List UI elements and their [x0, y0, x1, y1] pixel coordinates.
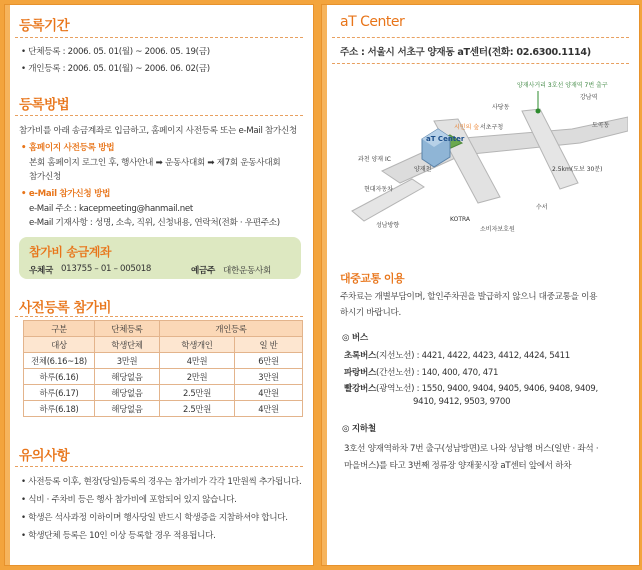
account-number: 013755 – 01 – 005018 — [61, 264, 152, 274]
bus-routes: : 140, 400, 470, 471 — [414, 368, 499, 378]
email-method-title: • e-Mail 참가신청 방법 — [21, 189, 111, 199]
map-label-seongnam: 성남방향 — [376, 222, 400, 229]
map-label-forest-park: 시민의 숲 — [454, 124, 480, 131]
account-bank: 우체국 — [29, 266, 54, 276]
fee-cell: 4만원 — [160, 353, 235, 369]
account-holder: 대한운동사회 — [223, 266, 272, 276]
location-map — [342, 79, 628, 239]
divider — [332, 37, 629, 38]
map-label-suseo: 수서 — [536, 204, 548, 211]
bus-icon: ◎ — [342, 333, 352, 343]
fee-cell: 하루(6.16) — [24, 369, 95, 385]
fee-cell: 6만원 — [235, 353, 303, 369]
fee-cell: 3만원 — [235, 369, 303, 385]
fee-header-cell: 학생개인 — [160, 337, 235, 353]
bus-row — [344, 349, 570, 361]
bus-heading — [342, 331, 368, 343]
fee-row — [24, 369, 303, 385]
divider — [332, 63, 629, 64]
map-label-dogok: 도곡동 — [592, 122, 610, 129]
fee-cell: 2.5만원 — [160, 385, 235, 401]
fee-title: 사전등록 참가비 — [19, 300, 111, 316]
divider — [15, 115, 303, 116]
bus-type: (간선노선) — [376, 368, 415, 378]
account-box — [19, 237, 301, 279]
map-label-seocho: 서초구청 — [480, 124, 504, 131]
method-title: 등록방법 — [19, 97, 70, 113]
map-label-consumer: 소비자보호원 — [480, 226, 515, 233]
location-panel — [321, 4, 640, 566]
fee-header-cell: 학생단체 — [95, 337, 160, 353]
transit-intro: 하시기 바랍니다. — [340, 308, 401, 318]
fee-header-cell: 개인등록 — [160, 321, 303, 337]
fee-cell: 하루(6.17) — [24, 385, 95, 401]
fee-header-row — [24, 321, 303, 337]
subway-directions: 3호선 양재역하차 7번 출구(성남방면)로 나와 성남행 버스(일반 · 좌석 · — [344, 444, 599, 454]
divider — [15, 316, 303, 317]
fee-row — [24, 353, 303, 369]
bus-routes-continued: 9410, 9412, 9503, 9700 — [413, 397, 511, 407]
map-label-sadang: 사당동 — [492, 104, 510, 111]
note-item: • 사전등록 이후, 현장(당일)등록의 경우는 참가비가 각각 1만원씩 추가됩니다. — [21, 477, 302, 487]
fee-header-cell: 구분 — [24, 321, 95, 337]
period-title: 등록기간 — [19, 18, 70, 34]
fee-row — [24, 385, 303, 401]
map-label-station: 양재사거리 3호선 양재역 7번 출구 — [517, 82, 608, 89]
bus-label: 초록버스 — [344, 351, 377, 361]
fee-table — [23, 320, 303, 417]
bus-routes: : 4421, 4422, 4423, 4412, 4424, 5411 — [414, 351, 570, 361]
bus-row — [344, 382, 598, 394]
bus-heading-label: 버스 — [351, 333, 368, 343]
fee-cell: 해당없음 — [95, 401, 160, 417]
map-label-gangnam: 강남역 — [580, 94, 598, 101]
map-label-kotra: KOTRA — [450, 216, 471, 223]
subway-heading-label: 지하철 — [351, 424, 376, 434]
homepage-method-line: 참가신청 — [29, 172, 62, 182]
fee-row — [24, 401, 303, 417]
map-label-hyundai: 현대자동차 — [364, 186, 393, 193]
panel-stripe — [322, 5, 327, 565]
divider — [15, 466, 303, 467]
fee-header-cell: 일 반 — [235, 337, 303, 353]
map-road — [522, 109, 578, 189]
homepage-method-line: 본회 홈페이지 로그인 후, 행사안내 ➡ 운동사대회 ➡ 제7회 운동사대회 — [29, 158, 281, 168]
fee-cell: 해당없음 — [95, 385, 160, 401]
bus-row — [344, 366, 498, 378]
homepage-method-title: • 홈페이지 사전등록 방법 — [21, 143, 115, 153]
note-item: • 학생은 석사과정 이하이며 행사당일 반드시 학생증을 지참하셔야 합니다. — [21, 513, 288, 523]
bus-routes: : 1550, 9400, 9404, 9405, 9406, 9408, 9409, — [414, 384, 598, 394]
note-item: • 식비 · 주차비 등은 행사 참가비에 포함되어 있지 않습니다. — [21, 495, 237, 505]
bus-label: 빨강버스 — [344, 384, 377, 394]
venue-address: 주소 : 서울시 서초구 양재동 aT센터(전화: 02.6300.1114) — [340, 47, 591, 58]
subway-icon: ◎ — [342, 424, 352, 434]
notes-title: 유의사항 — [19, 448, 70, 464]
fee-header-cell: 대상 — [24, 337, 95, 353]
transit-title: 대중교통 이용 — [340, 272, 405, 285]
subway-directions: 마을버스)를 타고 3번째 정류장 양재꽃시장 aT센터 앞에서 하차 — [344, 461, 572, 471]
email-address: e-Mail 주소 : kacepmeeting@hanmail.net — [29, 204, 193, 214]
fee-cell: 2.5만원 — [160, 401, 235, 417]
registration-panel — [4, 4, 314, 566]
fee-cell: 해당없음 — [95, 369, 160, 385]
account-title: 참가비 송금계좌 — [29, 245, 112, 259]
map-label-building: aT Center — [426, 135, 465, 143]
bus-type: (지선노선) — [376, 351, 415, 361]
panel-stripe — [5, 5, 10, 565]
fee-cell: 4만원 — [235, 401, 303, 417]
station-marker — [536, 109, 541, 114]
period-item: • 개인등록 : 2006. 05. 01(월) ~ 2006. 06. 02(금) — [21, 64, 210, 74]
method-intro: 참가비를 아래 송금계좌로 입금하고, 홈페이지 사전등록 또는 e-Mail 참가신청 — [19, 126, 297, 136]
bus-label: 파랑버스 — [344, 368, 377, 378]
map-label-distance: 2.5km(도보 30분) — [552, 166, 603, 173]
transit-intro: 주차료는 개별부담이며, 할인주차권을 발급하지 않으니 대중교통을 이용 — [340, 292, 598, 302]
account-holder-label: 예금주 — [191, 266, 216, 276]
note-item: • 학생단체 등록은 10인 이상 등록할 경우 적용됩니다. — [21, 531, 216, 541]
venue-title: aT Center — [340, 14, 405, 30]
fee-cell: 4만원 — [235, 385, 303, 401]
fee-cell: 2만원 — [160, 369, 235, 385]
fee-cell: 하루(6.18) — [24, 401, 95, 417]
email-fields: e-Mail 기재사항 : 성명, 소속, 직위, 신청내용, 연락처(전화 · 우편주소) — [29, 218, 280, 228]
subway-heading — [342, 422, 376, 434]
map-label-gwacheon: 과천 양재 IC — [358, 156, 391, 163]
map-label-yangjaecheon: 양재천 — [414, 166, 432, 173]
fee-cell: 전체(6.16~18) — [24, 353, 95, 369]
bus-type: (광역노선) — [376, 384, 415, 394]
fee-cell: 3만원 — [95, 353, 160, 369]
fee-header-cell: 단체등록 — [95, 321, 160, 337]
period-item: • 단체등록 : 2006. 05. 01(월) ~ 2006. 05. 19(금) — [21, 47, 210, 57]
fee-header-row — [24, 337, 303, 353]
divider — [15, 37, 303, 38]
